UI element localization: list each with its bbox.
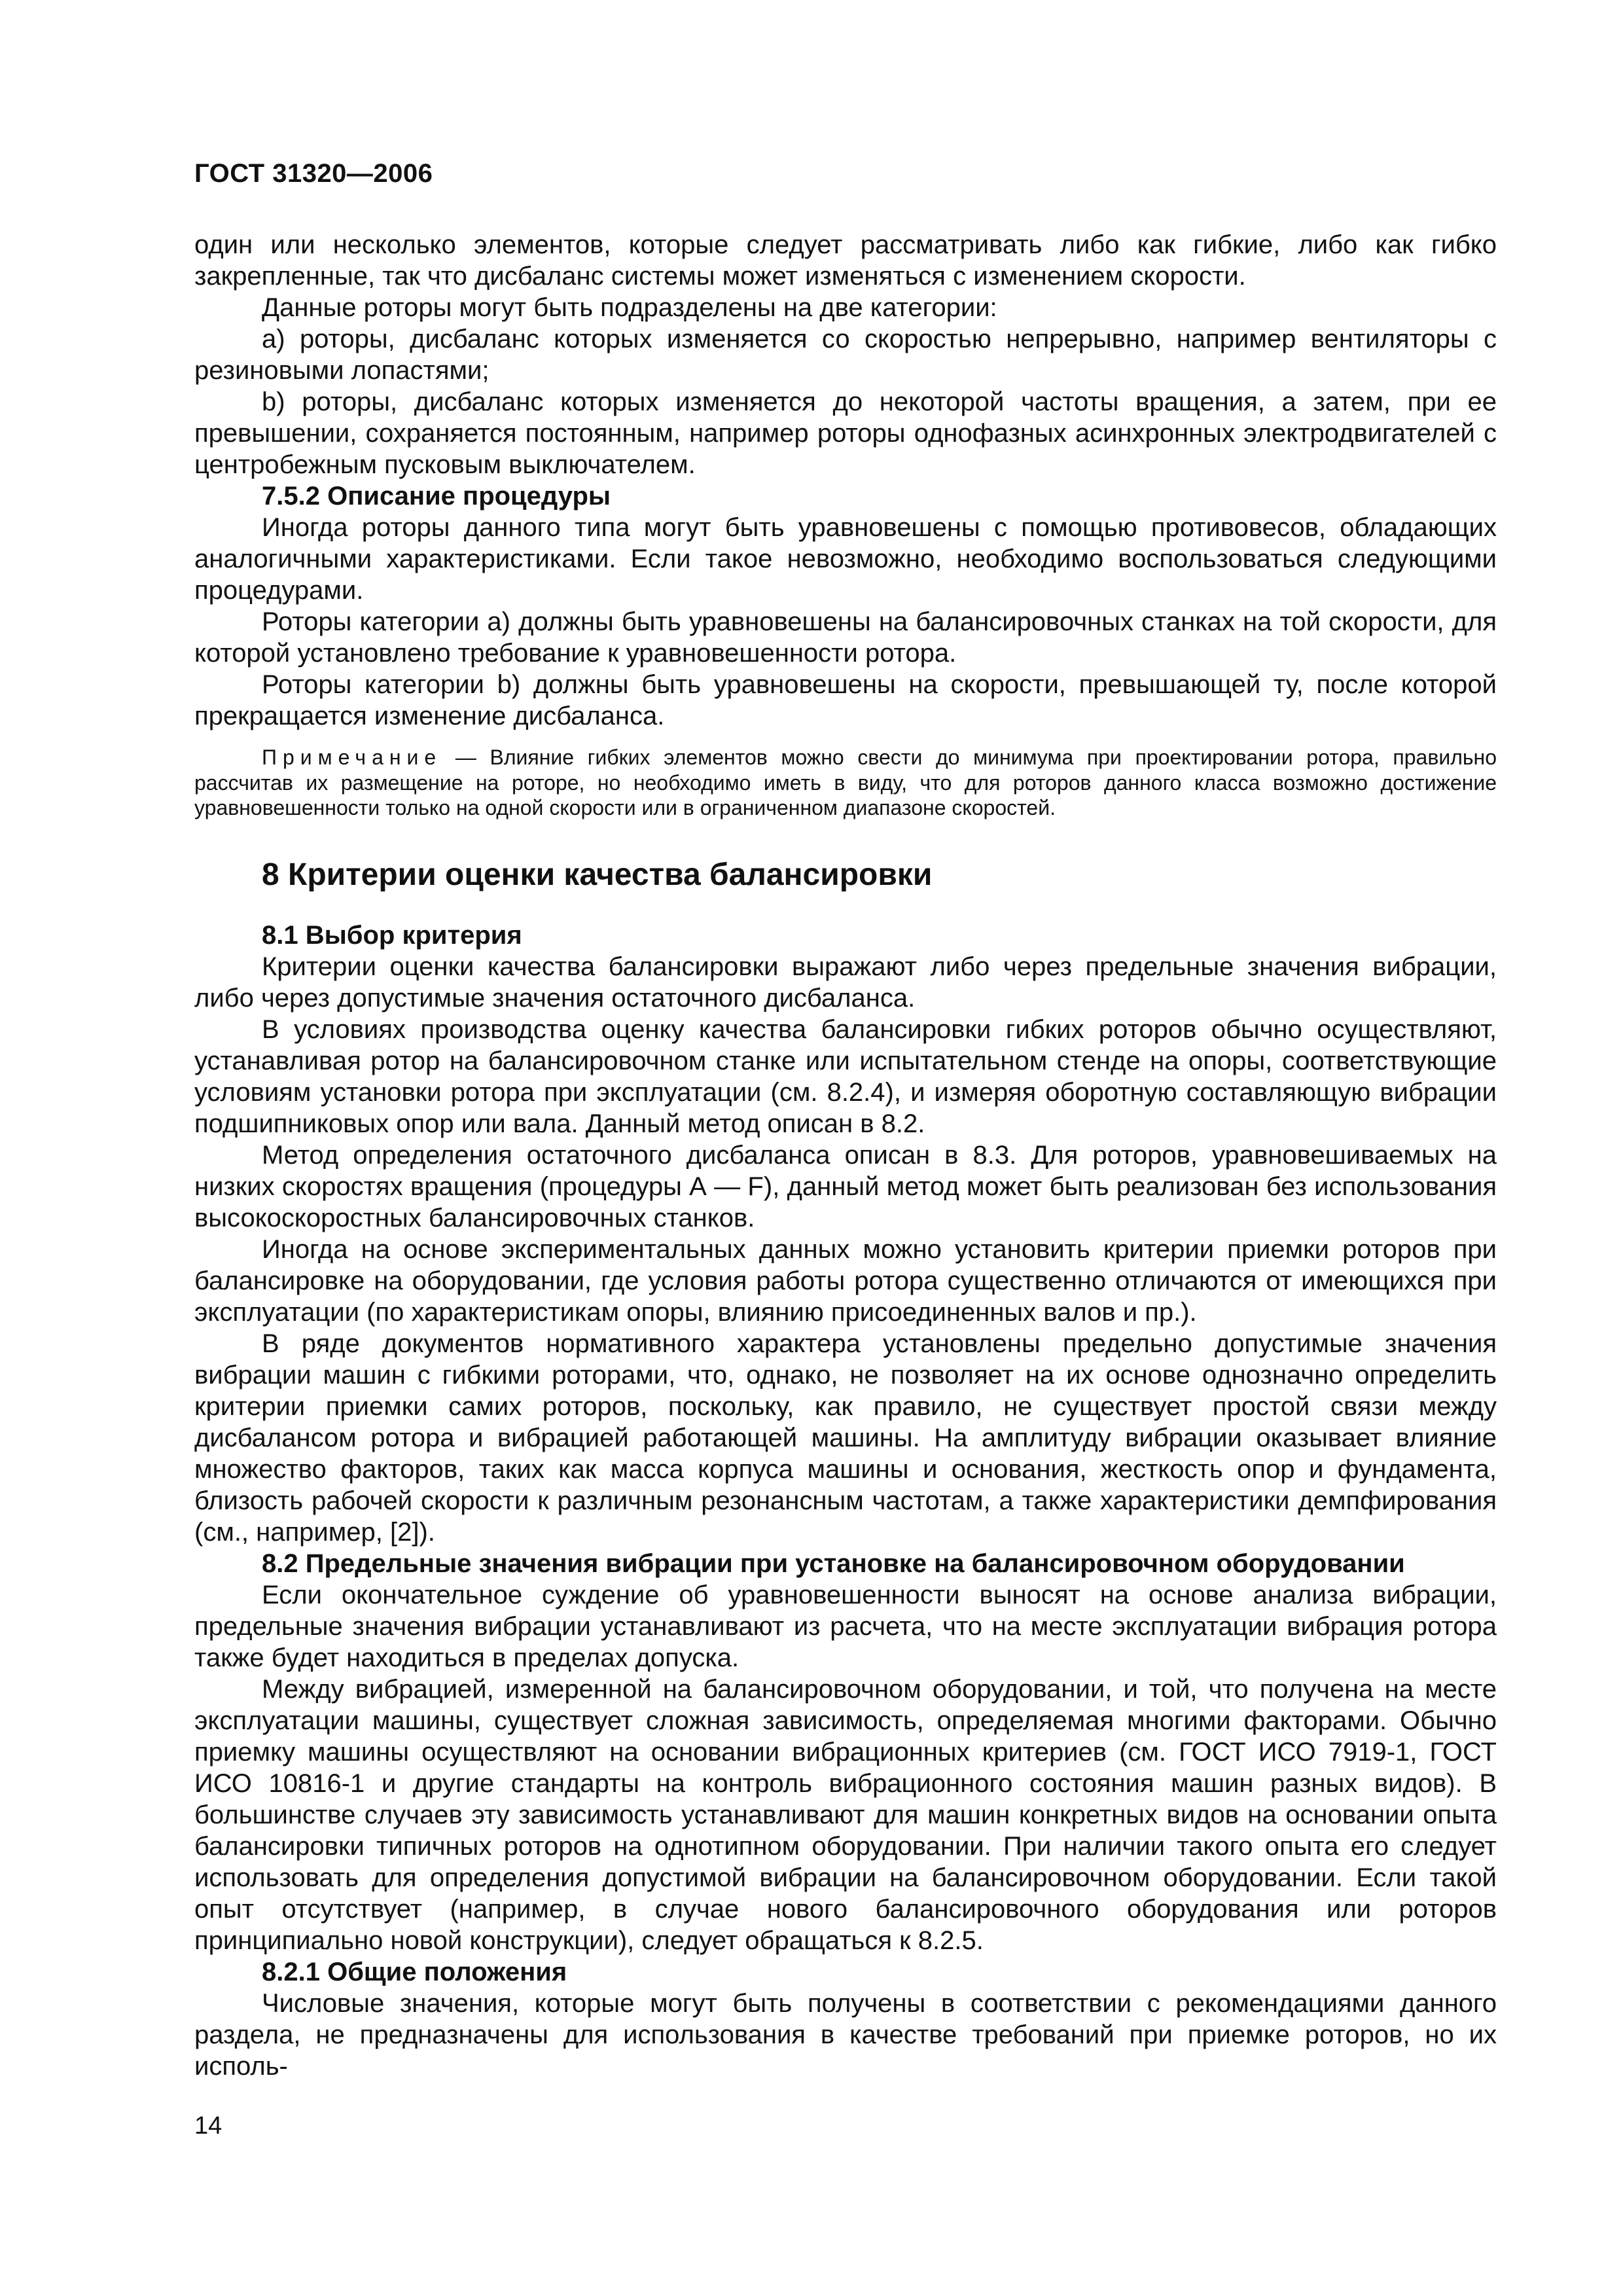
note-label: Примечание (262, 745, 442, 769)
paragraph-8-1-5: В ряде документов нормативного характера установлены предельно допустимые значения вибрации машин с гибкими роторами, что, однако, не позволяет на их основе однозначно определить критерии приемки самих роторов, поскольку, как правило, не существует простой связи между дисбалансом ротора и вибрацией работающей машины. На амплитуду вибрации оказывает влияние множество факторов, таких как масса корпуса машины и основания, жесткость опор и фундамента, близость рабочей скорости к различным резонансным частотам, а также характеристики демпфирования (см., например, [2]). (194, 1329, 1497, 1547)
subheading-8-2-1: 8.2.1 Общие положения (262, 1957, 567, 1986)
paragraph-7-5-2-1: Иногда роторы данного типа могут быть уравновешены с помощью противовесов, обладающих аналогичными характеристиками. Если такое невозможно, необходимо воспользоваться следующими процедурами. (194, 513, 1497, 605)
paragraph-8-1-4: Иногда на основе экспериментальных данных можно установить критерии приемки роторов при балансировке на оборудовании, где условия работы ротора существенно отличаются от имеющихся при эксплуатации (по характеристикам опоры, влиянию присоединенных валов и пр.). (194, 1234, 1497, 1327)
standard-header: ГОСТ 31320—2006 (194, 159, 433, 188)
page-content (194, 229, 1497, 2082)
subheading-8-2: 8.2 Предельные значения вибрации при установке на балансировочном оборудовании (262, 1549, 1405, 1578)
paragraph-8-2-1: Если окончательное суждение об уравновешенности выносят на основе анализа вибрации, предельные значения вибрации устанавливают из расчета, что на месте эксплуатации вибрация ротора также будет находиться в пределах допуска. (194, 1580, 1497, 1672)
paragraph-7-5-2-2: Роторы категории а) должны быть уравновешены на балансировочных станках на той скорости, для которой установлено требование к уравновешенности ротора. (194, 607, 1497, 668)
paragraph-8-2-1-1: Числовые значения, которые могут быть получены в соответствии с рекомендациями данного раздела, не предназначены для использования в качестве требований при приемке роторов, но их исполь- (194, 1988, 1497, 2081)
subheading-8-1: 8.1 Выбор критерия (262, 920, 522, 950)
page-number: 14 (194, 2112, 223, 2140)
paragraph-8-1-1: Критерии оценки качества балансировки выражают либо через предельные значения вибрации, либо через допустимые значения остаточного дисбаланса. (194, 952, 1497, 1013)
list-item-category-a: а) роторы, дисбаланс которых изменяется со скоростью непрерывно, например вентиляторы с резиновыми лопастями; (194, 325, 1497, 385)
paragraph-intro: один или несколько элементов, которые следует рассматривать либо как гибкие, либо как гибко закрепленные, так что дисбаланс системы может изменяться с изменением скорости. (194, 230, 1497, 291)
paragraph-8-1-2: В условиях производства оценку качества балансировки гибких роторов обычно осуществляют, устанавливая ротор на балансировочном станке или испытательном стенде на опоры, соответствующие условиям установки ротора при эксплуатации (см. 8.2.4), и измеряя оборотную составляющую вибрации подшипниковых опор или вала. Данный метод описан в 8.2. (194, 1014, 1497, 1138)
paragraph-7-5-2-3: Роторы категории b) должны быть уравновешены на скорости, превышающей ту, после которой прекращается изменение дисбаланса. (194, 670, 1497, 730)
note-block (194, 745, 1497, 821)
section-8-title: 8 Критерии оценки качества балансировки (262, 857, 933, 892)
paragraph-categories: Данные роторы могут быть подразделены на две категории: (262, 293, 997, 322)
list-item-category-b: b) роторы, дисбаланс которых изменяется до некоторой частоты вращения, а затем, при ее превышении, сохраняется постоянным, например роторы однофазных асинхронных электродвигателей с центробежным пусковым выключателем. (194, 387, 1497, 479)
paragraph-8-1-3: Метод определения остаточного дисбаланса описан в 8.3. Для роторов, уравновешиваемых на низких скоростях вращения (процедуры А — F), данный метод может быть реализован без использования высокоскоростных балансировочных станков. (194, 1140, 1497, 1232)
paragraph-8-2-2: Между вибрацией, измеренной на балансировочном оборудовании, и той, что получена на месте эксплуатации машины, существует сложная зависимость, определяемая многими факторами. Обычно приемку машины осуществляют на основании вибрационных критериев (см. ГОСТ ИСО 7919-1, ГОСТ ИСО 10816-1 и другие стандарты на контроль вибрационного состояния машин разных видов). В большинстве случаев эту зависимость устанавливают для машин конкретных видов на основании опыта балансировки типичных роторов на однотипном оборудовании. При наличии такого опыта его следует использовать для определения допустимой вибрации на балансировочном оборудовании. Если такой опыт отсутствует (например, в случае нового балансировочного оборудования или роторов принципиально новой конструкции), следует обращаться к 8.2.5. (194, 1674, 1497, 1955)
subheading-7-5-2: 7.5.2 Описание процедуры (262, 482, 611, 511)
note-text: — Влияние гибких элементов можно свести до минимума при проектировании ротора, правильно рассчитав их размещение на роторе, но необходимо иметь в виду, что для роторов данного класса возможно достижение уравновешенности только на одной скорости или в ограниченном диапазоне скоростей. (194, 745, 1497, 819)
